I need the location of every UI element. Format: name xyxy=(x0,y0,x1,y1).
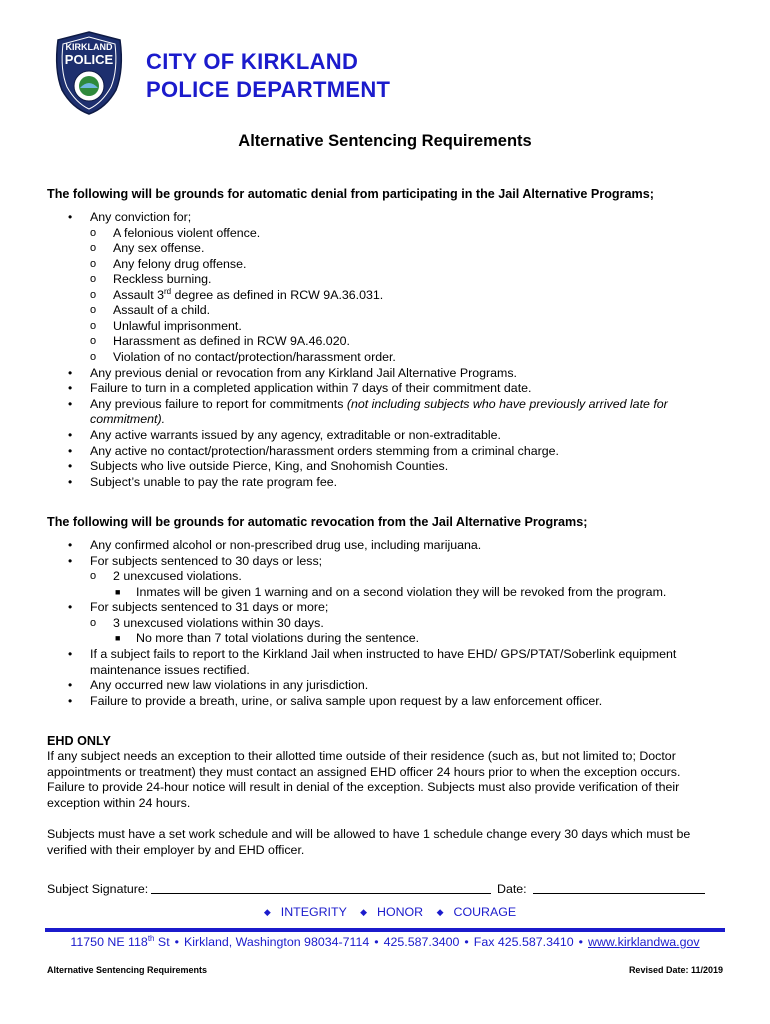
bullet-icon: • xyxy=(68,397,73,411)
bullet-icon: • xyxy=(68,444,73,458)
circle-bullet-icon: o xyxy=(90,273,97,285)
police-badge-logo xyxy=(52,30,126,116)
bullet-icon: • xyxy=(68,475,73,489)
list-item: Any sex offense. xyxy=(113,241,205,255)
list-item: Subjects who live outside Pierce, King, and Snohomish Counties. xyxy=(90,459,449,473)
circle-bullet-icon: o xyxy=(90,242,97,254)
department-values xyxy=(0,905,770,919)
bullet-icon: • xyxy=(68,210,73,224)
ehd-paragraph-1: If any subject needs an exception to their allotted time outside of their residence (such as, but not limited to; Doctor appointments or treatment) they must contact an assigned EHD officer 24 hours prior to when the exception occurs. Failure to provide 24-hour notice will result in denial of the exception. Subjects must also provide verification of their exception within 24 hours. xyxy=(47,749,681,810)
list-item: Any active no contact/protection/harassment orders stemming from a criminal charge. xyxy=(90,444,559,458)
value-integrity: INTEGRITY xyxy=(280,905,347,919)
list-item-continuation: maintenance issues rectified. xyxy=(90,663,250,677)
list-item: Unlawful imprisonment. xyxy=(113,319,242,333)
list-item: Reckless burning. xyxy=(113,272,212,286)
document-title: Alternative Sentencing Requirements xyxy=(238,132,532,150)
value-honor: HONOR xyxy=(377,905,424,919)
list-item: No more than 7 total violations during the sentence. xyxy=(136,631,420,645)
list-item: Harassment as defined in RCW 9A.46.020. xyxy=(113,334,350,348)
address-line: 11750 NE 118th St • Kirkland, Washington 98034-7114 • 425.587.3400 • Fax 425.587.3410 • www.kirklandwa.gov xyxy=(70,933,700,949)
bullet-icon: • xyxy=(68,459,73,473)
list-item: Assault 3rd degree as defined in RCW 9A.36.031. xyxy=(113,286,384,302)
footer-divider xyxy=(45,928,725,932)
diamond-icon: ◆ xyxy=(360,907,367,917)
list-item: Assault of a child. xyxy=(113,303,211,317)
bullet-icon: • xyxy=(68,538,73,552)
list-item-continuation: commitment). xyxy=(90,412,166,426)
list-item: Any active warrants issued by any agency, extraditable or non-extraditable. xyxy=(90,428,501,442)
list-item: Subject’s unable to pay the rate program fee. xyxy=(90,475,338,489)
list-item: For subjects sentenced to 31 days or more; xyxy=(90,600,329,614)
list-item: Any occurred new law violations in any jurisdiction. xyxy=(90,678,369,692)
department-line-1: CITY OF KIRKLAND xyxy=(146,49,359,74)
list-item: 3 unexcused violations within 30 days. xyxy=(113,616,324,630)
circle-bullet-icon: o xyxy=(90,320,97,332)
street-address: 11750 NE 118th St xyxy=(70,933,170,949)
list-item: Any felony drug offense. xyxy=(113,257,247,271)
circle-bullet-icon: o xyxy=(90,335,97,347)
list-item: Any confirmed alcohol or non-prescribed drug use, including marijuana. xyxy=(90,538,482,552)
department-line-2: POLICE DEPARTMENT xyxy=(146,77,391,102)
bullet-icon: • xyxy=(68,554,73,568)
circle-bullet-icon: o xyxy=(90,227,97,239)
list-item: Inmates will be given 1 warning and on a second violation they will be revoked from the program. xyxy=(136,585,667,599)
denial-heading: The following will be grounds for automatic denial from participating in the Jail Alternative Programs; xyxy=(47,187,654,201)
square-bullet-icon: ■ xyxy=(115,633,121,643)
square-bullet-icon: ■ xyxy=(115,587,121,597)
diamond-icon: ◆ xyxy=(436,907,444,917)
bullet-icon: • xyxy=(68,366,73,380)
bullet-icon: • xyxy=(68,647,73,661)
badge-top-text: KIRKLAND xyxy=(65,42,113,52)
footer-revised-date: Revised Date: 11/2019 xyxy=(628,965,723,975)
city-state-zip: Kirkland, Washington 98034-7114 xyxy=(183,935,370,949)
bullet-icon: • xyxy=(68,694,73,708)
list-item: Any conviction for; xyxy=(90,210,192,224)
date-field[interactable] xyxy=(533,893,705,894)
circle-bullet-icon: o xyxy=(90,570,97,582)
circle-bullet-icon: o xyxy=(90,351,97,363)
list-item: Failure to provide a breath, urine, or saliva sample upon request by a law enforcement officer. xyxy=(90,694,603,708)
list-item: A felonious violent offence. xyxy=(113,226,261,240)
ehd-heading: EHD ONLY xyxy=(47,734,111,748)
list-item: Violation of no contact/protection/harassment order. xyxy=(113,350,396,364)
subject-signature-label: Subject Signature: xyxy=(47,882,149,896)
diamond-icon: ◆ xyxy=(263,907,271,917)
value-courage: COURAGE xyxy=(453,905,517,919)
ehd-paragraph-2: Subjects must have a set work schedule and will be allowed to have 1 schedule change every 30 days which must be verified with their employer by and EHD officer. xyxy=(47,827,691,857)
circle-bullet-icon: o xyxy=(90,304,97,316)
phone-number: 425.587.3400 xyxy=(383,935,460,949)
circle-bullet-icon: o xyxy=(90,258,97,270)
subject-signature-field[interactable] xyxy=(151,893,491,894)
circle-bullet-icon: o xyxy=(90,617,97,629)
list-item: 2 unexcused violations. xyxy=(113,569,242,583)
list-item: Any previous failure to report for commitments (not including subjects who have previously arrived late for xyxy=(90,397,668,411)
circle-bullet-icon: o xyxy=(90,289,97,301)
fax-number: Fax 425.587.3410 xyxy=(473,935,574,949)
website-link[interactable]: www.kirklandwa.gov xyxy=(588,935,700,949)
date-label: Date: xyxy=(497,882,527,896)
bullet-icon: • xyxy=(68,381,73,395)
footer-document-name: Alternative Sentencing Requirements xyxy=(47,965,208,975)
list-item: Failure to turn in a completed application within 7 days of their commitment date. xyxy=(90,381,532,395)
bullet-icon: • xyxy=(68,428,73,442)
badge-main-text: POLICE xyxy=(64,52,114,67)
department-name xyxy=(146,48,390,104)
bullet-icon: • xyxy=(68,678,73,692)
list-item: For subjects sentenced to 30 days or less; xyxy=(90,554,323,568)
list-item: Any previous denial or revocation from any Kirkland Jail Alternative Programs. xyxy=(90,366,517,380)
list-item: If a subject fails to report to the Kirkland Jail when instructed to have EHD/ GPS/PTAT/Soberlink equipment xyxy=(90,647,677,661)
bullet-icon: • xyxy=(68,600,73,614)
revocation-heading: The following will be grounds for automatic revocation from the Jail Alternative Programs; xyxy=(47,515,588,529)
